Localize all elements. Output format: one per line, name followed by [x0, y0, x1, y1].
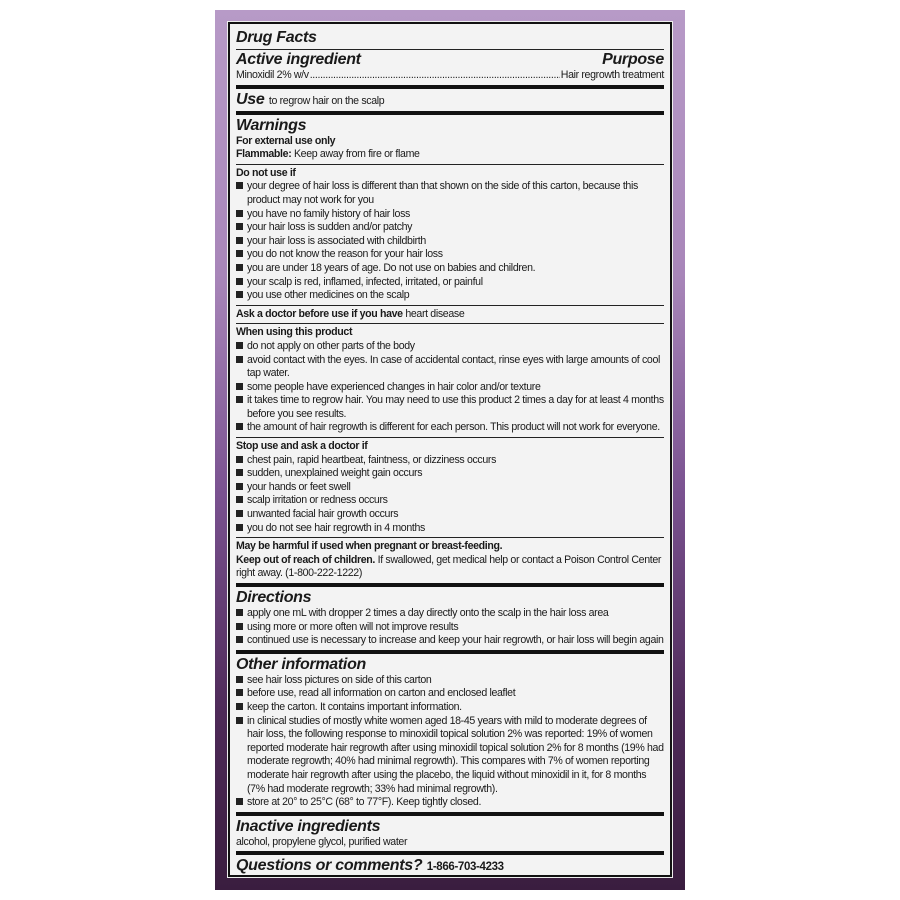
list-item: your scalp is red, inflamed, infected, irritated, or painful	[236, 276, 664, 290]
pregnancy-warning: May be harmful if used when pregnant or breast-feeding.	[236, 540, 503, 553]
list-item: continued use is necessary to increase and keep your hair regrowth, or hair loss will begin again	[236, 634, 664, 648]
list-item: avoid contact with the eyes. In case of accidental contact, rinse eyes with large amounts of cool tap water.	[236, 354, 664, 381]
inactive-text: alcohol, propylene glycol, purified water	[236, 835, 408, 848]
list-item: before use, read all information on carton and enclosed leaflet	[236, 687, 664, 701]
leader-dots	[310, 69, 560, 83]
purpose: Hair regrowth treatment	[560, 69, 664, 81]
list-item: in clinical studies of mostly white women aged 18-45 years with mild to moderate degrees of hair loss, the following response to minoxidil topical solution 2% was reported: 19% of women reported moderate hair regrowth after using minoxidil topical solution 2% for 8 months (19% had moderate regrowth; 40% had minimal regrowth). This compares with 7% of women reporting moderate hair regrowth after using the placebo, the liquid without minoxidil in it, for 8 months (7% had moderate regrowth; 33% had minimal regrowth).	[236, 715, 664, 797]
list-item: using more or more often will not improve results	[236, 621, 664, 635]
directions-heading: Directions	[236, 589, 312, 606]
children-label: Keep out of reach of children.	[236, 553, 376, 566]
directions-section	[236, 587, 664, 654]
list-item: your degree of hair loss is different than that shown on the side of this carton, because this product may not work for you	[236, 180, 664, 207]
active-ingredient: Minoxidil 2% w/v	[236, 69, 309, 81]
other-information-section	[236, 654, 664, 816]
list-item: chest pain, rapid heartbeat, faintness, or dizziness occurs	[236, 454, 664, 468]
questions-phone: 1-866-703-4233	[426, 861, 504, 874]
list-item: it takes time to regrow hair. You may need to use this product 2 times a day for at least 4 months before you see results.	[236, 394, 664, 421]
list-item: sudden, unexplained weight gain occurs	[236, 467, 664, 481]
inactive-heading: Inactive ingredients	[236, 817, 381, 835]
list-item: your hair loss is associated with childbirth	[236, 235, 664, 249]
use-section	[236, 89, 664, 115]
list-item: you have no family history of hair loss	[236, 208, 664, 222]
warnings-heading: Warnings	[236, 116, 307, 134]
carton-background	[215, 10, 685, 890]
use-heading: Use	[236, 90, 265, 108]
questions-heading: Questions or comments?	[236, 857, 423, 875]
list-item: keep the carton. It contains important information.	[236, 701, 664, 715]
list-item: the amount of hair regrowth is different for each person. This product will not work for everyone.	[236, 421, 664, 435]
other-information-list	[236, 674, 664, 810]
list-item: some people have experienced changes in hair color and/or texture	[236, 381, 664, 395]
warnings-section	[236, 115, 664, 587]
list-item: you do not see hair regrowth in 4 months	[236, 522, 664, 536]
use-text: to regrow hair on the scalp	[268, 94, 385, 107]
list-item: unwanted facial hair growth occurs	[236, 508, 664, 522]
list-item: you are under 18 years of age. Do not use on babies and children.	[236, 262, 664, 276]
questions-section	[236, 855, 664, 877]
list-item: you use other medicines on the scalp	[236, 289, 664, 303]
stop-use-heading: Stop use and ask a doctor if	[236, 440, 368, 453]
active-ingredient-section	[236, 24, 664, 89]
inactive-ingredients-section	[236, 816, 664, 856]
flammable-label: Flammable:	[236, 148, 292, 161]
list-item: your hands or feet swell	[236, 481, 664, 495]
list-item: you do not know the reason for your hair loss	[236, 248, 664, 262]
drug-facts-label	[228, 22, 672, 877]
do-not-use-list	[236, 180, 664, 302]
list-item: your hair loss is sudden and/or patchy	[236, 221, 664, 235]
children-text: If swallowed, get medical help or contact a Poison Control Center right away. (1-800-222-1222)	[236, 553, 662, 580]
when-using-list	[236, 340, 664, 435]
list-item: see hair loss pictures on side of this carton	[236, 674, 664, 688]
external-use: For external use only	[236, 134, 336, 147]
do-not-use-heading: Do not use if	[236, 166, 296, 179]
ask-doctor-label: Ask a doctor before use if you have	[236, 307, 403, 320]
ask-doctor-text: heart disease	[405, 307, 465, 320]
list-item: store at 20° to 25°C (68° to 77°F). Keep tightly closed.	[236, 796, 664, 810]
stop-use-list	[236, 454, 664, 536]
drug-facts-title: Drug Facts	[236, 25, 664, 50]
active-ingredient-heading: Active ingredient	[236, 51, 361, 68]
list-item: apply one mL with dropper 2 times a day directly onto the scalp in the hair loss area	[236, 607, 664, 621]
list-item: do not apply on other parts of the body	[236, 340, 664, 354]
when-using-heading: When using this product	[236, 326, 353, 339]
other-information-heading: Other information	[236, 655, 367, 673]
flammable-text: Keep away from fire or flame	[293, 148, 420, 161]
purpose-heading: Purpose	[602, 51, 664, 68]
list-item: scalp irritation or redness occurs	[236, 494, 664, 508]
directions-list	[236, 607, 664, 648]
